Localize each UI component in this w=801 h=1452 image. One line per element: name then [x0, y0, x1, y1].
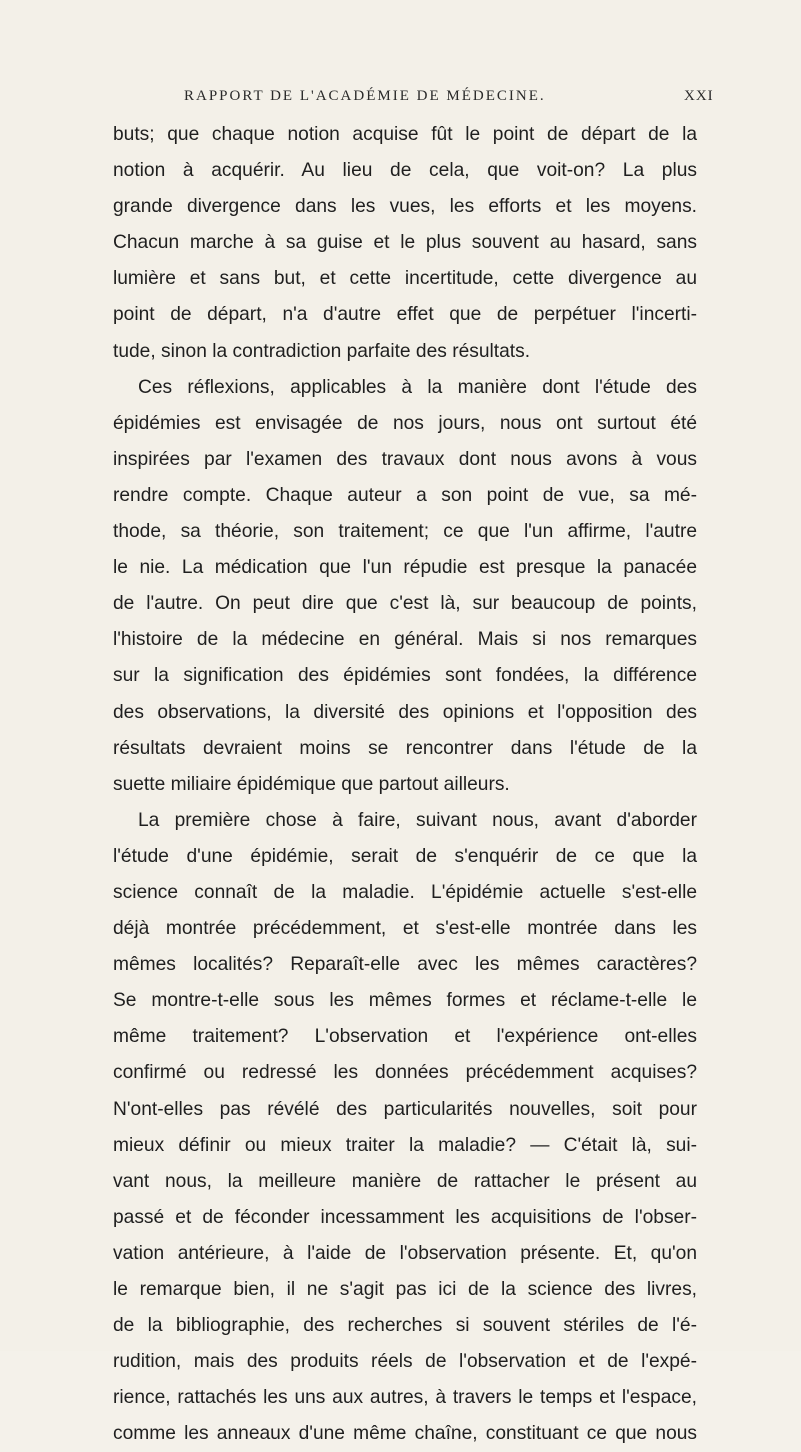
text-line: passé et de féconder incessamment les acquisitions de l'obser- — [113, 1206, 697, 1228]
running-title: RAPPORT DE L'ACADÉMIE DE MÉDECINE. — [184, 88, 546, 104]
paragraph-start-line: Ces réflexions, applicables à la manière dont l'étude des — [138, 376, 697, 398]
text-line: l'histoire de la médecine en général. Mais si nos remarques — [113, 629, 697, 651]
text-line: rendre compte. Chaque auteur a son point de vue, sa mé- — [113, 484, 697, 506]
text-line: vation antérieure, à l'aide de l'observation présente. Et, qu'on — [113, 1242, 697, 1264]
text-line: buts; que chaque notion acquise fût le point de départ de la — [113, 124, 697, 145]
text-line: rudition, mais des produits réels de l'observation et de l'expé- — [113, 1351, 697, 1373]
text-line: science connaît de la maladie. L'épidémie actuelle s'est-elle — [113, 881, 697, 903]
text-line: lumière et sans but, et cette incertitude, cette divergence au — [113, 268, 697, 290]
text-line: tude, sinon la contradiction parfaite des résultats. — [113, 340, 531, 362]
running-head — [0, 88, 801, 112]
text-line: le nie. La médication que l'un répudie est presque la panacée — [113, 557, 697, 579]
text-line: notion à acquérir. Au lieu de cela, que voit-on? La plus — [113, 160, 697, 182]
text-line: l'étude d'une épidémie, serait de s'enquérir de ce que la — [113, 845, 697, 867]
text-line: le remarque bien, il ne s'agit pas ici de la science des livres, — [113, 1279, 697, 1300]
text-line: Se montre-t-elle sous les mêmes formes et réclame-t-elle le — [113, 990, 697, 1012]
text-line: épidémies est envisagée de nos jours, nous ont surtout été — [113, 412, 697, 434]
text-line: sur la signification des épidémies sont fondées, la différence — [113, 665, 697, 687]
text-line: déjà montrée précédemment, et s'est-elle montrée dans les — [113, 918, 697, 940]
text-line: de l'autre. On peut dire que c'est là, sur beaucoup de points, — [113, 593, 697, 615]
paragraph-start-line: La première chose à faire, suivant nous, avant d'aborder — [138, 809, 697, 831]
text-line: point de départ, n'a d'autre effet que de perpétuer l'incerti- — [113, 304, 697, 326]
text-line: vant nous, la meilleure manière de rattacher le présent au — [113, 1170, 697, 1192]
text-line: Chacun marche à sa guise et le plus souvent au hasard, sans — [113, 232, 697, 254]
text-line: N'ont-elles pas révélé des particularités nouvelles, soit pour — [113, 1098, 697, 1120]
body-text — [113, 117, 697, 1452]
text-line: des observations, la diversité des opinions et l'opposition des — [113, 701, 697, 723]
text-line: résultats devraient moins se rencontrer dans l'étude de la — [113, 737, 697, 759]
text-line: confirmé ou redressé les données précédemment acquises? — [113, 1062, 697, 1084]
text-line: mêmes localités? Reparaît-elle avec les mêmes caractères? — [113, 954, 697, 976]
text-line: inspirées par l'examen des travaux dont nous avons à vous — [113, 448, 697, 470]
text-line: suette miliaire épidémique que partout ailleurs. — [113, 773, 510, 795]
text-line: même traitement? L'observation et l'expérience ont-elles — [113, 1026, 697, 1048]
page-number: XXI — [684, 88, 714, 104]
text-line: de la bibliographie, des recherches si souvent stériles de l'é- — [113, 1315, 697, 1337]
text-line: comme les anneaux d'une même chaîne, constituant ce que nous — [113, 1423, 697, 1445]
text-line: mieux définir ou mieux traiter la maladie? — C'était là, sui- — [113, 1134, 697, 1156]
text-line: rience, rattachés les uns aux autres, à travers le temps et l'espace, — [113, 1387, 697, 1409]
text-line: thode, sa théorie, son traitement; ce que l'un affirme, l'autre — [113, 521, 697, 543]
text-line: grande divergence dans les vues, les efforts et les moyens. — [113, 196, 697, 218]
